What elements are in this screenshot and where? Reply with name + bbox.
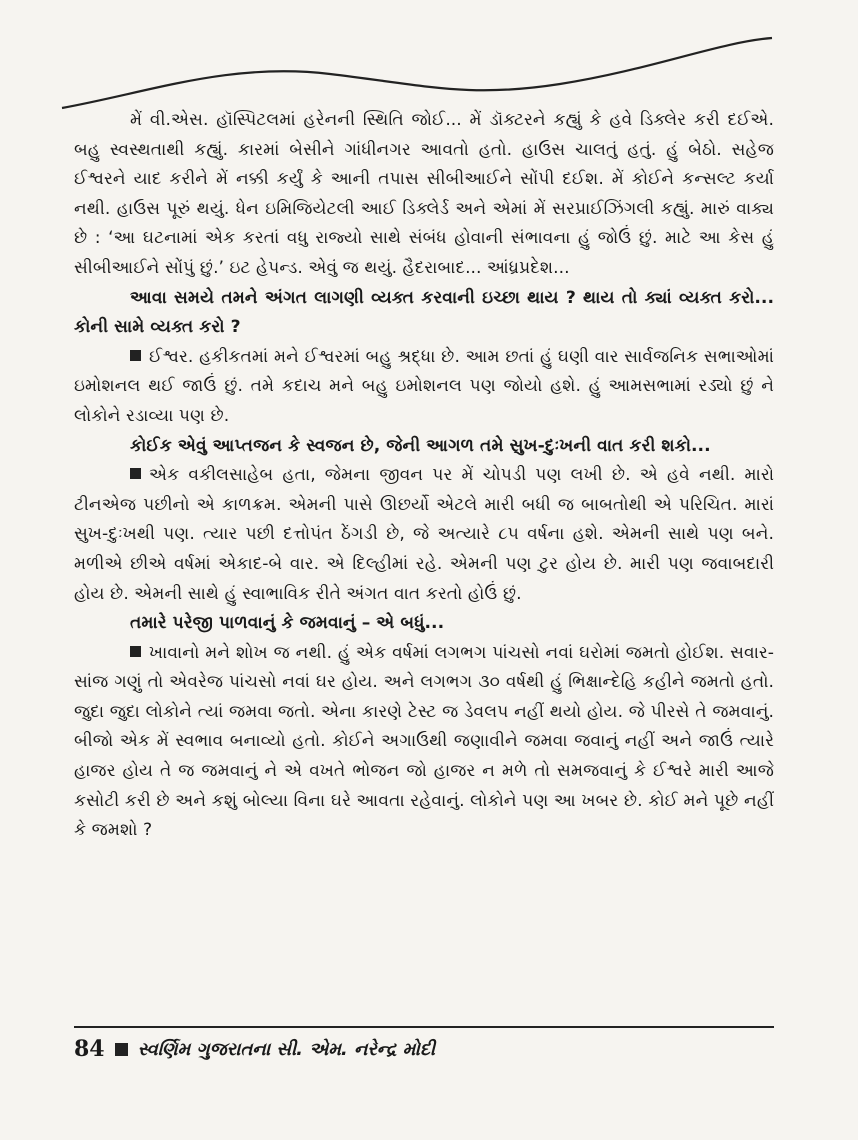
paragraph-text: આવા સમયે તમને અંગત લાગણી વ્યક્ત કરવાની ઇચ્છા થાય ? થાય તો ક્યાં વ્યક્ત કરો... કોની સામે વ્યક્ત કરો ? xyxy=(74,287,774,338)
answer-paragraph xyxy=(74,639,774,846)
paragraph-text: મેં વી.એસ. હૉસ્પિટલમાં હરેનની સ્થિતિ જોઈ... મેં ડૉક્ટરને કહ્યું કે હવે ડિક્લેર કરી દઈએ. બહુ સ્વસ્થતાથી કહ્યું. કારમાં બેસીને ગાંધીનગર આવતો હતો. હાઉસ ચાલતું હતું. હું બેઠો. સહેજ ઈશ્વરને યાદ કરીને મેં નક્કી કર્યું કે આની તપાસ સીબીઆઈને સોંપી દઈશ. મેં કોઈને કન્સલ્ટ કર્યા નથી. હાઉસ પૂરું થયું. ધેન ઇમિજિયેટલી આઈ ડિક્લેર્ડ અને એમાં મેં સરપ્રાઈઝિંગલી કહ્યું. મારું વાક્ય છે : ‘આ ઘટનામાં એક કરતાં વધુ રાજ્યો સાથે સંબંધ હોવાની સંભાવના હું જોઉં છું. માટે આ કેસ હું સીબીઆઈને સોંપું છું.’ ઇટ હેપન્ડ. એવું જ થયું. હૈદરાબાદ... આંધ્રપ્રદેશ... xyxy=(74,110,774,278)
interview-question xyxy=(74,284,774,343)
square-bullet-icon xyxy=(130,468,141,479)
interview-question xyxy=(74,432,774,462)
square-bullet-icon xyxy=(115,1043,128,1056)
article-body xyxy=(74,106,774,846)
square-bullet-icon xyxy=(130,350,141,361)
answer-paragraph xyxy=(74,106,774,284)
paragraph-text: ખાવાનો મને શોખ જ નથી. હું એક વર્ષમાં લગભગ પાંચસો નવાં ઘરોમાં જમતો હોઈશ. સવાર-સાંજ ગણું તો એવરેજ પાંચસો નવાં ઘર હોય. અને લગભગ ૩૦ વર્ષથી હું ભિક્ષાન્દેહિ કહીને જમતો હતો. જુદા જુદા લોકોને ત્યાં જમવા જતો. એના કારણે ટેસ્ટ જ ડેવલપ નહીં થયો હોય. જે પીરસે તે જમવાનું. બીજો એક મેં સ્વભાવ બનાવ્યો હતો. કોઈને અગાઉથી જણાવીને જમવા જવાનું નહીં અને જાઉં ત્યારે હાજર હોય તે જ જમવાનું ને એ વખતે ભોજન જો હાજર ન મળે તો સમજવાનું કે ઈશ્વરે મારી આજે કસોટી કરી છે અને કશું બોલ્યા વિના ઘરે આવતા રહેવાનું. લોકોને પણ આ ખબર છે. કોઈ મને પૂછે નહીં કે જમશો ? xyxy=(74,642,774,841)
book-title: સ્વર્ણિમ ગુજરાતના સી. એમ. નરેન્દ્ર મોદી xyxy=(137,1038,436,1060)
page-number: 84 xyxy=(74,1036,105,1062)
paragraph-text: ઈશ્વર. હકીકતમાં મને ઈશ્વરમાં બહુ શ્રદ્ધા છે. આમ છતાં હું ઘણી વાર સાર્વજનિક સભાઓમાં ઇમોશનલ થઈ જાઉં છું. તમે કદાચ મને બહુ ઇમોશનલ પણ જોયો હશે. હું આમસભામાં રડ્યો છું ને લોકોને રડાવ્યા પણ છે. xyxy=(74,346,774,426)
page-footer xyxy=(74,1026,774,1062)
answer-paragraph xyxy=(74,461,774,609)
interview-question xyxy=(74,609,774,639)
paragraph-text: તમારે પરેજી પાળવાનું કે જમવાનું – એ બધું... xyxy=(130,613,445,634)
paragraph-text: એક વકીલસાહેબ હતા, જેમના જીવન પર મેં ચોપડી પણ લખી છે. એ હવે નથી. મારો ટીનએજ પછીનો એ કાળક્રમ. એમની પાસે ઊછર્યો એટલે મારી બધી જ બાબતોથી એ પરિચિત. મારાં સુખ-દુઃખથી પણ. ત્યાર પછી દત્તોપંત ઠેંગડી છે, જે અત્યારે ૮૫ વર્ષના હશે. એમની સાથે પણ બને. મળીએ છીએ વર્ષમાં એકાદ-બે વાર. એ દિલ્હીમાં રહે. એમની પણ ટુર હોય છે. મારી પણ જવાબદારી હોય છે. એમની સાથે હું સ્વાભાવિક રીતે અંગત વાત કરતો હોઉં છું. xyxy=(74,465,774,604)
square-bullet-icon xyxy=(130,646,141,657)
decorative-wave-border xyxy=(0,0,858,120)
paragraph-text: કોઈક એવું આપ્તજન કે સ્વજન છે, જેની આગળ તમે સુખ-દુઃખની વાત કરી શકો... xyxy=(130,435,711,456)
answer-paragraph xyxy=(74,343,774,432)
